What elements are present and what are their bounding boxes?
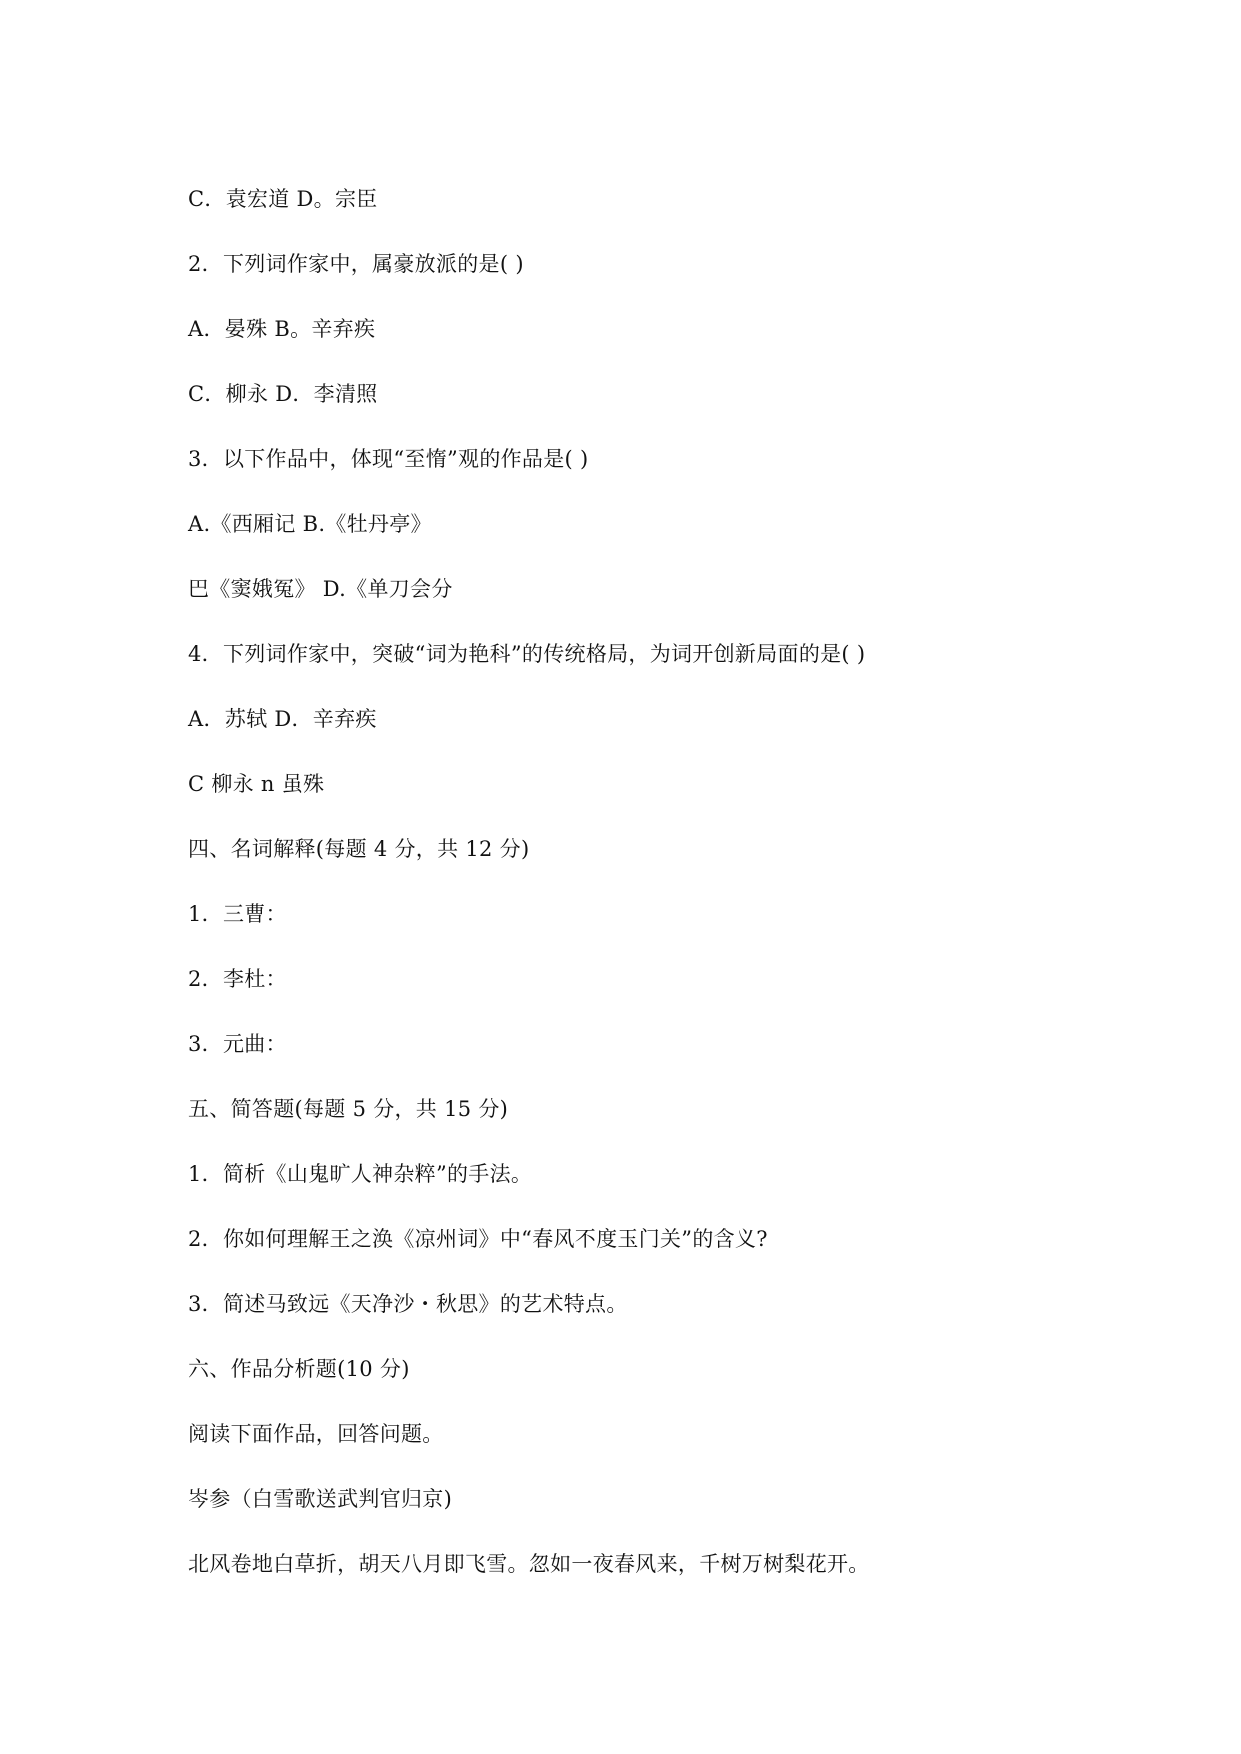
poem-line: 北风卷地白草折，胡天八月即飞雪。忽如一夜春风来，千树万树梨花开。 <box>188 1552 870 1576</box>
option-line-c-d: C．柳永 D．李清照 <box>188 382 378 406</box>
short-answer-2: 2．你如何理解王之涣《凉州词》中“春风不度玉门关”的含义? <box>188 1227 768 1251</box>
option-line-c-d: 巴《窦娥冤》 D.《单刀会分 <box>188 577 453 601</box>
term-question-1: 1．三曹： <box>188 902 287 926</box>
option-line-a-b: A．苏轼 D．辛弃疾 <box>188 707 377 731</box>
term-question-3: 3．元曲： <box>188 1032 287 1056</box>
document-body <box>188 183 1168 1613</box>
section-heading-6: 六、作品分析题(10 分) <box>188 1357 410 1381</box>
section-heading-4: 四、名词解释(每题 4 分，共 12 分) <box>188 837 530 861</box>
short-answer-1: 1．简析《山鬼旷人神杂粹”的手法。 <box>188 1162 533 1186</box>
short-answer-3: 3．简述马致远《天净沙・秋思》的艺术特点。 <box>188 1292 628 1316</box>
option-line-c-d: C 柳永 n 虽殊 <box>188 772 325 796</box>
option-line-a-b: A．晏殊 B。辛弃疾 <box>188 317 376 341</box>
term-question-2: 2．李杜： <box>188 967 287 991</box>
option-line-c-d: C．袁宏道 D。宗臣 <box>188 187 378 211</box>
section-heading-5: 五、简答题(每题 5 分，共 15 分) <box>188 1097 509 1121</box>
question-3: 3．以下作品中，体现“至惰”观的作品是( ) <box>188 447 589 471</box>
question-2: 2．下列词作家中，属豪放派的是( ) <box>188 252 524 276</box>
question-4: 4．下列词作家中，突破“词为艳科”的传统格局，为词开创新局面的是( ) <box>188 642 866 666</box>
option-line-a-b: A.《西厢记 B.《牡丹亭》 <box>188 512 432 536</box>
poem-title: 岑参（白雪歌送武判官归京) <box>188 1487 453 1511</box>
instruction-line: 阅读下面作品，回答问题。 <box>188 1422 444 1446</box>
